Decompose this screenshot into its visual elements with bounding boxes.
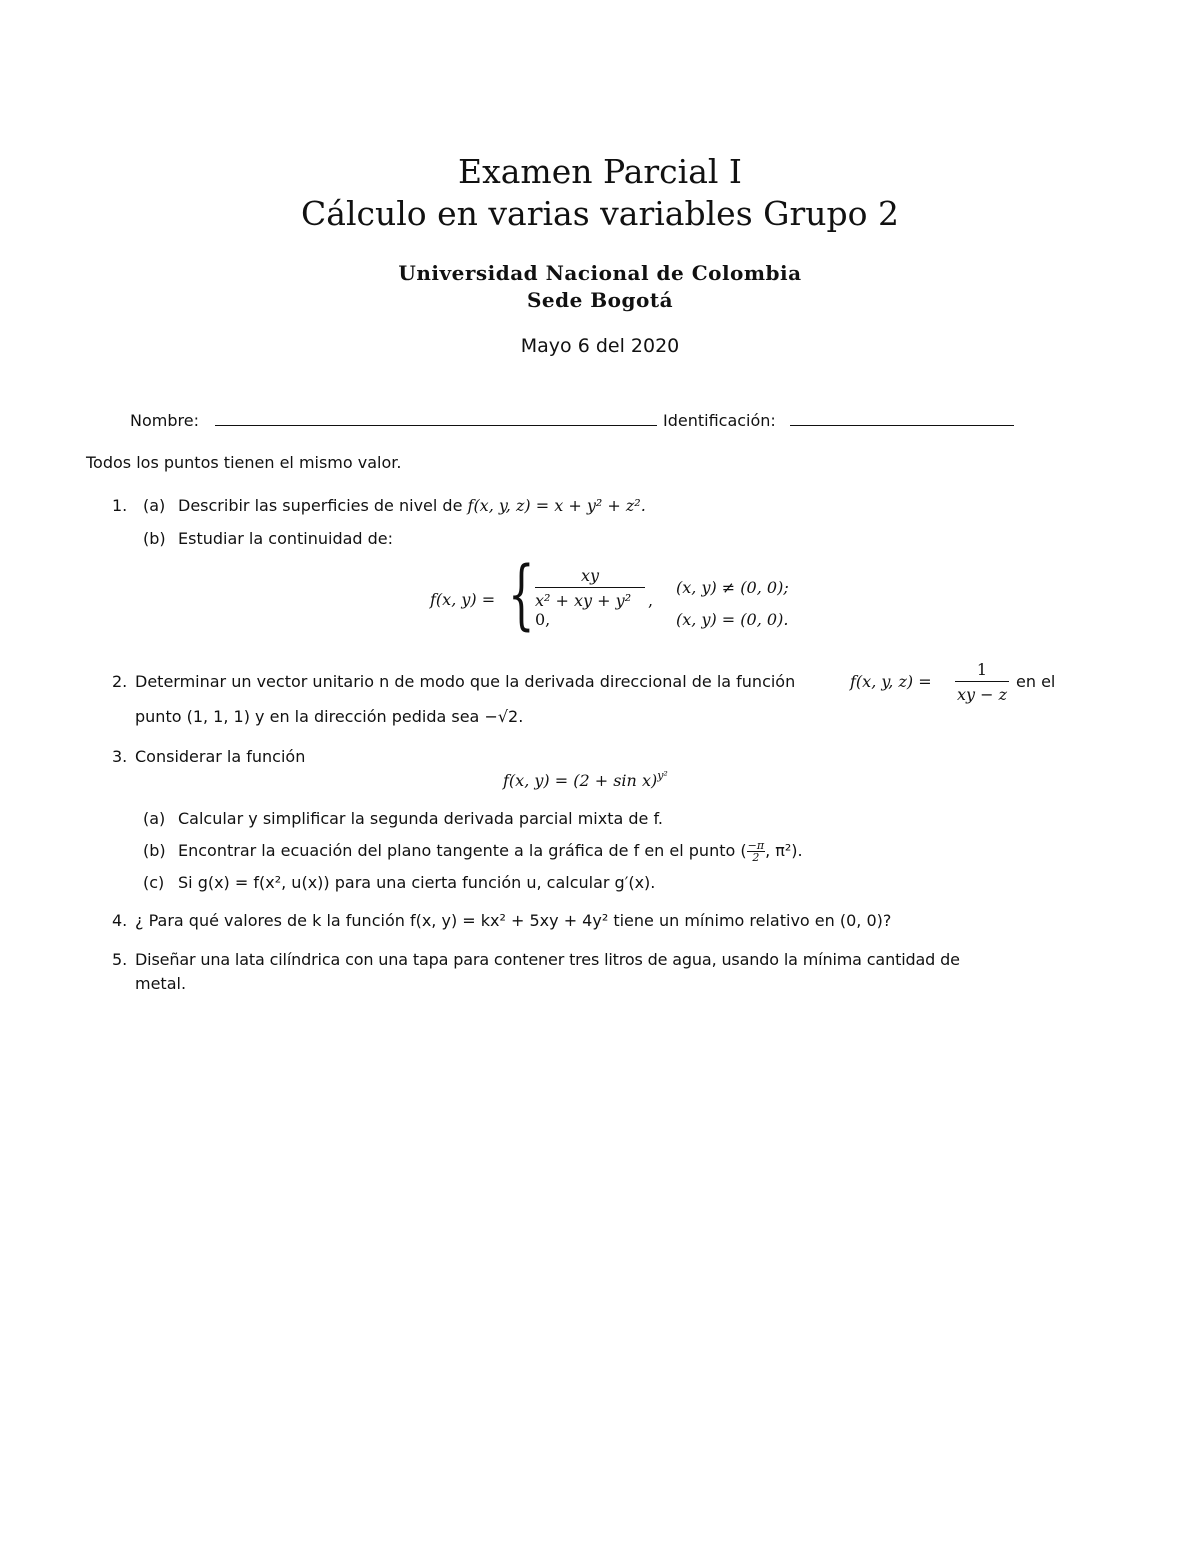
q1a-line [178, 495, 646, 517]
case1-denominator: x² + xy + y² [535, 591, 632, 610]
case1-fraction-bar [535, 587, 645, 588]
q3b-text: Encontrar la ecuación del plano tangente a la gráfica de f en el punto ( [178, 841, 747, 860]
piecewise-lhs: f(x, y) = [430, 590, 496, 609]
q5-line2: metal. [135, 974, 187, 993]
q2-number: 2. [112, 672, 128, 691]
name-field-line[interactable] [215, 425, 657, 426]
exam-title: Examen Parcial I [458, 152, 742, 191]
q3b-label: (b) [143, 841, 166, 860]
q3-formula-exponent: y² [657, 769, 668, 782]
q2-text: Determinar un vector unitario n de modo que la derivada direccional de la función [135, 672, 796, 691]
q2-func-lhs: f(x, y, z) = [850, 672, 932, 691]
q1a-math: f(x, y, z) = x + y² + z². [467, 496, 646, 515]
q5-line1: Diseñar una lata cilíndrica con una tapa para contener tres litros de agua, usando la mínima cantidad de [135, 950, 960, 969]
q3b-line [178, 840, 803, 863]
q2-line2: punto (1, 1, 1) y en la dirección pedida sea −√2. [135, 707, 524, 726]
q3-formula [503, 770, 668, 792]
id-field-line[interactable] [790, 425, 1014, 426]
q2-func-denominator: xy − z [956, 685, 1008, 704]
name-label: Nombre: [130, 411, 199, 430]
exam-date: Mayo 6 del 2020 [520, 335, 680, 357]
q4-number: 4. [112, 911, 128, 930]
intro-text: Todos los puntos tienen el mismo valor. [86, 453, 402, 472]
q5-number: 5. [112, 950, 128, 969]
case2-condition: (x, y) = (0, 0). [676, 610, 789, 629]
q3b-frac-num: −π [747, 839, 765, 852]
q3a-text: Calcular y simplificar la segunda derivada parcial mixta de f. [178, 809, 663, 828]
q3b-frac-den: 2 [747, 851, 765, 863]
university-name: Universidad Nacional de Colombia [398, 261, 802, 285]
q3b-text-end: , π²). [765, 841, 803, 860]
q1a-text: Describir las superficies de nivel de [178, 496, 463, 515]
q1-number: 1. [112, 496, 128, 515]
case2-value: 0, [535, 610, 551, 629]
q2-func-numerator: 1 [976, 660, 988, 679]
case1-comma: , [648, 591, 654, 610]
q3b-point-fraction [747, 840, 765, 863]
q3a-label: (a) [143, 809, 166, 828]
q2-fraction-bar [955, 681, 1009, 682]
case1-condition: (x, y) ≠ (0, 0); [676, 578, 789, 597]
q1b-text: Estudiar la continuidad de: [178, 529, 394, 548]
q3-formula-base: f(x, y) = (2 + sin x) [503, 771, 658, 790]
case1-numerator: xy [580, 566, 600, 585]
q1a-label: (a) [143, 496, 166, 515]
q2-text-after: en el [1016, 672, 1056, 691]
q3-text: Considerar la función [135, 747, 306, 766]
q3c-text: Si g(x) = f(x², u(x)) para una cierta función u, calcular g′(x). [178, 873, 656, 892]
left-brace: { [508, 549, 535, 638]
id-label: Identificación: [663, 411, 776, 430]
q3c-label: (c) [143, 873, 165, 892]
q3-number: 3. [112, 747, 128, 766]
q4-text: ¿ Para qué valores de k la función f(x, y) = kx² + 5xy + 4y² tiene un mínimo relativo en (0, 0)? [135, 911, 892, 930]
course-title: Cálculo en varias variables Grupo 2 [301, 194, 899, 233]
q1b-label: (b) [143, 529, 166, 548]
campus-name: Sede Bogotá [526, 288, 674, 312]
